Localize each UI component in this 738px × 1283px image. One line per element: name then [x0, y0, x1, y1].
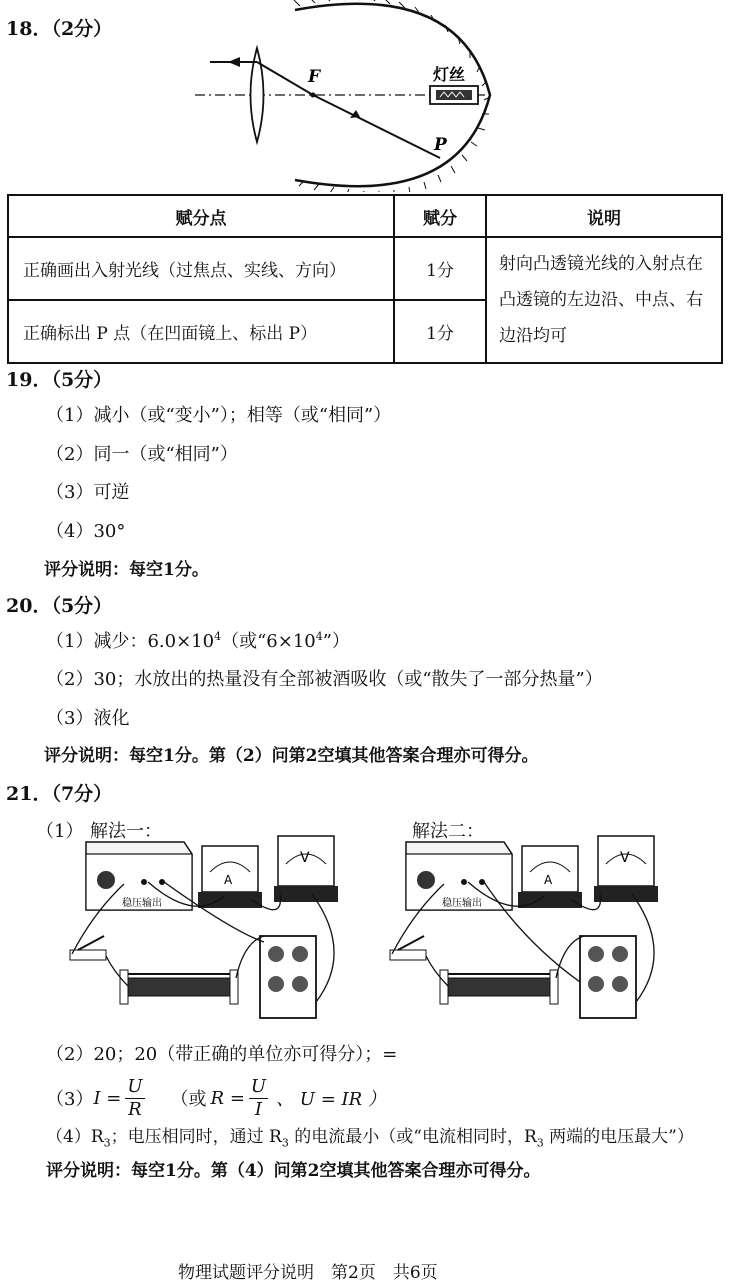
header-score: 赋分 — [394, 195, 486, 237]
svg-text:稳压输出: 稳压输出 — [442, 898, 482, 909]
header-point: 赋分点 — [8, 195, 394, 237]
explanation-cell: 射向凸透镜光线的入射点在凸透镜的左边沿、中点、右边沿均可 — [486, 237, 722, 363]
row2-score: 1分 — [394, 300, 486, 363]
svg-text:V: V — [620, 850, 630, 866]
q21-title: 21．（7分） — [6, 783, 113, 805]
q20-title: 20．（5分） — [6, 595, 113, 617]
svg-text:稳压输出: 稳压输出 — [122, 898, 162, 909]
svg-text:A: A — [544, 873, 553, 887]
q20-answer-2: （2）30；水放出的热量没有全部被酒吸收（或“散失了一部分热量”） — [46, 669, 603, 690]
page-footer: 物理试题评分说明 第2页 共6页 — [178, 1263, 438, 1283]
q21-part1: （1） — [36, 821, 84, 842]
q18-title: 18．（2分） — [6, 18, 113, 40]
q21-answer-3: （3） I = $\frac{U}{R}$ （或 R = $\frac{U}{I}$ 、 U = IR ） — [46, 1075, 386, 1120]
q19-answer-4: （4）30° — [46, 521, 126, 542]
point-p-label: P — [434, 135, 447, 155]
focus-label: F — [308, 67, 321, 87]
q21-answer-2: （2）20；20（带正确的单位亦可得分）；= — [46, 1044, 398, 1065]
q19-answer-1: （1）减小（或“变小”）；相等（或“相同”） — [46, 405, 392, 426]
q19-answer-3: （3）可逆 — [46, 482, 130, 503]
q19-note: 评分说明：每空1分。 — [44, 560, 209, 580]
filament-label: 灯丝 — [433, 65, 466, 84]
circuit-diagram-2 — [384, 832, 674, 1022]
circuit-diagram-1 — [64, 832, 354, 1022]
row1-point: 正确画出入射光线（过焦点、实线、方向） — [8, 237, 394, 300]
method-one-label: 解法一： — [90, 821, 162, 842]
svg-text:V: V — [300, 850, 310, 866]
q20-answer-3: （3）液化 — [46, 708, 130, 729]
svg-text:A: A — [224, 873, 233, 887]
header-explanation: 说明 — [486, 195, 722, 237]
q19-answer-2: （2）同一（或“相同”） — [46, 444, 238, 465]
scoring-table — [7, 194, 723, 364]
q20-answer-1: （1）减少：$6.0\times 10^4$（或“$6\times 10^4$”） — [46, 630, 350, 652]
q20-note: 评分说明：每空1分。第（2）问第2空填其他答案合理亦可得分。 — [44, 746, 539, 766]
q21-answer-4: $(4)R_3$；电压相同时，通过 $R_3$ 的电流最小（或“电流相同时，$R_3$ 两端的电压最大”） — [46, 1127, 694, 1150]
method-two-label: 解法二： — [412, 821, 484, 842]
q21-note: 评分说明：每空1分。第（4）问第2空填其他答案合理亦可得分。 — [46, 1161, 541, 1181]
row1-score: 1分 — [394, 237, 486, 300]
row2-point: 正确标出 P 点（在凹面镜上、标出 P） — [8, 300, 394, 363]
q19-title: 19．（5分） — [6, 369, 113, 391]
optics-figure — [190, 0, 520, 192]
